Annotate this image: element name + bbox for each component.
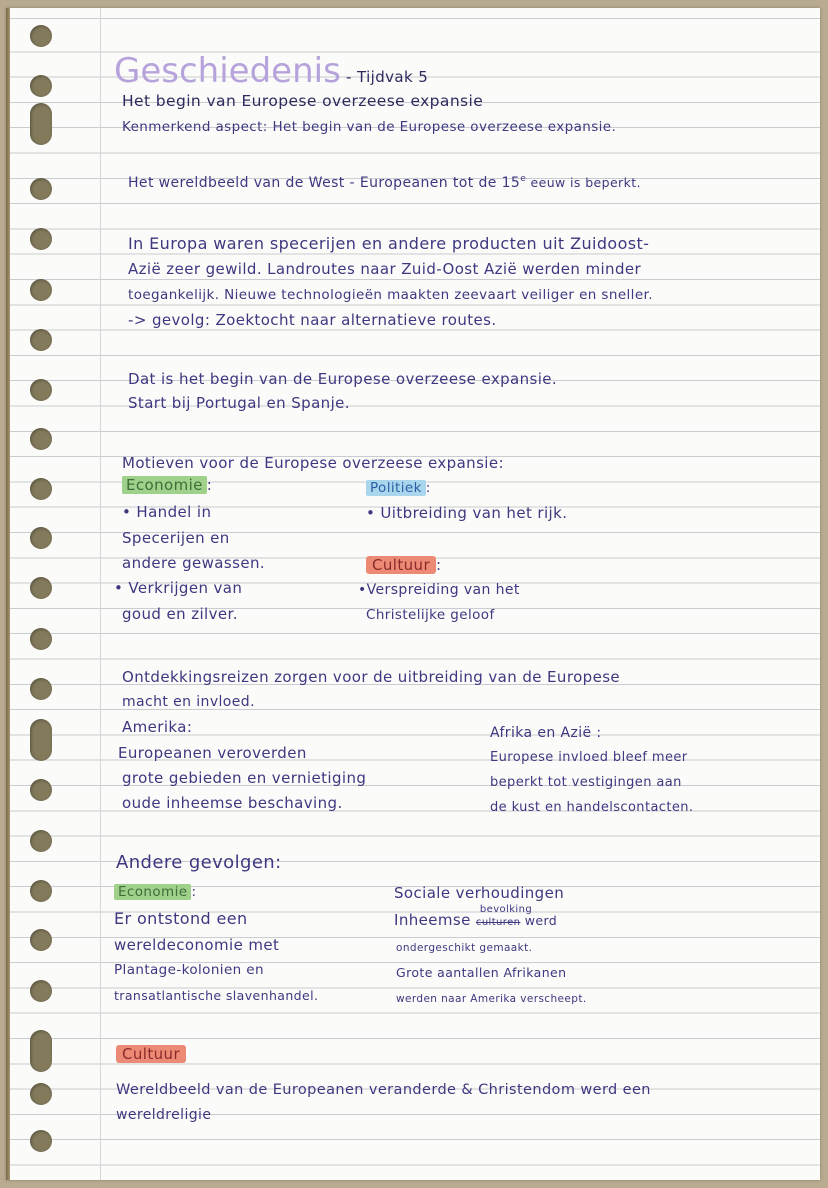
punch-hole-icon	[30, 719, 52, 761]
gevolgen-cultuur-label	[116, 1045, 186, 1063]
punch-hole-icon	[30, 929, 52, 951]
cultuur-line-1: •Verspreiding van het	[358, 582, 520, 598]
sociaal-line-4: werden naar Amerika verscheept.	[396, 993, 587, 1005]
punch-hole-icon	[30, 1130, 52, 1152]
gevolgen-cultuur-line-1: Wereldbeeld van de Europeanen veranderde & Christendom werd een	[116, 1082, 651, 1098]
punch-hole-icon	[30, 228, 52, 250]
cultuur-highlight: Cultuur	[116, 1045, 186, 1063]
punch-hole-icon	[30, 1083, 52, 1105]
punch-hole-icon	[30, 178, 52, 200]
worldview-text: Het wereldbeeld van de West - Europeanen tot de 15	[128, 175, 521, 191]
correction	[475, 904, 533, 932]
gevolgen-economie-line-4: transatlantische slavenhandel.	[114, 988, 319, 1003]
economie-line-2: Specerijen en	[122, 529, 230, 547]
start-line-2: Start bij Portugal en Spanje.	[128, 394, 350, 412]
afrika-line-2: beperkt tot vestigingen aan	[490, 775, 682, 790]
title-separator: -	[345, 68, 352, 86]
intro-line-4: -> gevolg: Zoektocht naar alternatieve routes.	[128, 311, 497, 329]
gevolgen-economie-label	[114, 883, 196, 901]
punch-hole-icon	[30, 980, 52, 1002]
punch-hole-icon	[30, 103, 52, 145]
worldview-line	[128, 174, 641, 194]
margin-line	[100, 8, 101, 1180]
economie-line-1: • Handel in	[122, 503, 212, 521]
gevolgen-cultuur-line-2: wereldreligie	[116, 1107, 212, 1123]
period-label: Tijdvak 5	[356, 68, 429, 86]
correction-word: bevolking	[479, 904, 533, 915]
punch-hole-icon	[30, 428, 52, 450]
cultuur-highlight: Cultuur	[366, 556, 436, 574]
sociaal-text-end: werd	[520, 913, 558, 928]
colon: :	[425, 480, 431, 496]
motive-cultuur-label	[366, 556, 441, 574]
consequences-heading: Andere gevolgen:	[116, 852, 282, 873]
colon: :	[436, 556, 442, 574]
sociaal-line-3: Grote aantallen Afrikanen	[396, 965, 567, 980]
punch-hole-icon	[30, 329, 52, 351]
economie-line-3: andere gewassen.	[122, 554, 266, 572]
punch-hole-icon	[30, 779, 52, 801]
page-title	[114, 52, 428, 90]
amerika-line-1: Europeanen veroverden	[118, 744, 307, 762]
discovery-line-2: macht en invloed.	[122, 694, 255, 710]
subject-title: Geschiedenis	[114, 51, 341, 91]
colon: :	[206, 476, 213, 494]
notebook-page	[6, 8, 820, 1180]
topic-heading: Het begin van Europese overzeese expansie	[122, 92, 484, 110]
gevolgen-economie-line-1: Er ontstond een	[114, 909, 248, 928]
colon: :	[191, 884, 197, 900]
kenmerkend-aspect: Kenmerkend aspect: Het begin van de Europese overzeese expansie.	[122, 119, 617, 135]
cultuur-line-2: Christelijke geloof	[366, 607, 495, 623]
economie-line-4: • Verkrijgen van	[114, 579, 243, 597]
punch-hole-icon	[30, 628, 52, 650]
intro-line-3: toegankelijk. Nieuwe technologieën maakten zeevaart veiliger en sneller.	[128, 287, 653, 303]
punch-hole-icon	[30, 577, 52, 599]
gevolgen-economie-line-2: wereldeconomie met	[114, 936, 280, 954]
sociaal-line-2: ondergeschikt gemaakt.	[396, 942, 533, 954]
afrika-line-1: Europese invloed bleef meer	[490, 750, 688, 765]
politiek-highlight: Politiek	[366, 480, 426, 496]
discovery-line-1: Ontdekkingsreizen zorgen voor de uitbreiding van de Europese	[122, 668, 621, 686]
economie-line-5: goud en zilver.	[122, 605, 238, 623]
gevolgen-economie-line-3: Plantage-kolonien en	[114, 962, 264, 978]
sociaal-heading: Sociale verhoudingen	[394, 884, 565, 902]
punch-hole-icon	[30, 830, 52, 852]
motive-politiek-label	[366, 479, 431, 497]
start-line-1: Dat is het begin van de Europese overzeese expansie.	[128, 370, 558, 388]
punch-hole-icon	[30, 880, 52, 902]
punch-hole-icon	[30, 527, 52, 549]
struck-word: culturen	[475, 917, 521, 928]
punch-hole-icon	[30, 678, 52, 700]
punch-hole-icon	[30, 379, 52, 401]
intro-line-2: Azië zeer gewild. Landroutes naar Zuid-Oost Azië werden minder	[128, 260, 642, 278]
sociaal-line-1	[394, 904, 558, 932]
sociaal-text: Inheemse	[394, 911, 476, 929]
motives-heading: Motieven voor de Europese overzeese expansie:	[122, 454, 504, 472]
punch-hole-icon	[30, 478, 52, 500]
punch-hole-icon	[30, 25, 52, 47]
afrika-line-3: de kust en handelscontacten.	[490, 800, 694, 815]
amerika-line-3: oude inheemse beschaving.	[122, 794, 343, 812]
afrika-azie-heading: Afrika en Azië :	[490, 725, 602, 741]
punch-hole-icon	[30, 1030, 52, 1072]
superscript: e	[520, 174, 527, 184]
punch-hole-icon	[30, 279, 52, 301]
worldview-text-end: eeuw is beperkt.	[526, 175, 641, 190]
politiek-line-1: • Uitbreiding van het rijk.	[366, 504, 568, 522]
amerika-heading: Amerika:	[122, 718, 193, 736]
motive-economie-label	[122, 476, 212, 494]
economie-highlight: Economie	[114, 884, 191, 900]
amerika-line-2: grote gebieden en vernietiging	[122, 769, 367, 787]
economie-highlight: Economie	[122, 476, 207, 494]
punch-hole-icon	[30, 75, 52, 97]
intro-line-1: In Europa waren specerijen en andere producten uit Zuidoost-	[128, 234, 650, 253]
